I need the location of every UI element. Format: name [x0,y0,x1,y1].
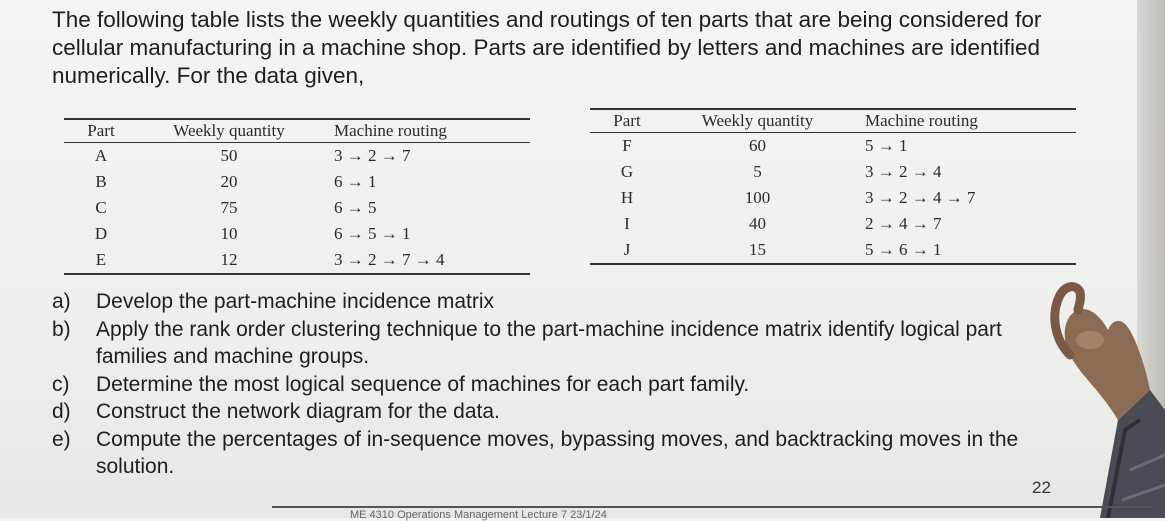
question-item [52,288,1052,316]
routing-cell: 2 → 4 → 7 [865,214,942,233]
routing-cell: 3 → 2 → 7 → 4 [334,250,445,269]
header-machine-routing: Machine routing [334,121,447,140]
part-cell: J [623,240,631,259]
routing-cell: 3 → 2 → 4 [865,162,942,181]
intro-paragraph: The following table lists the weekly quantities and routings of ten parts that are being considered for cellular manufacturing in a machine shop. Parts are identified by letters and machines are identified numerically. For the data given, [52,7,1042,88]
part-cell: B [95,172,107,191]
table-row [590,133,1076,160]
question-letter: a) [52,290,71,313]
part-cell: C [95,198,107,217]
question-item [52,371,1052,399]
quantity-cell: 20 [220,172,238,191]
part-cell: E [95,250,107,269]
question-text: Develop the part-machine incidence matrix [96,290,495,313]
question-item [52,316,1052,371]
table-row [64,221,530,247]
quantity-cell: 40 [749,214,766,233]
part-cell: I [624,214,630,233]
routing-cell: 6 → 5 [334,198,377,217]
page-number: 22 [1032,478,1051,497]
header-weekly-quantity: Weekly quantity [173,121,285,140]
table-row [590,237,1076,264]
question-letter: c) [52,372,70,396]
routing-cell: 6 → 1 [334,172,377,191]
quantity-cell: 50 [220,146,238,165]
quantity-cell: 12 [220,250,238,269]
table-row [64,247,530,274]
routing-cell: 5 → 1 [865,136,908,155]
header-machine-routing: Machine routing [865,111,978,130]
question-list [52,288,1052,481]
part-cell: H [620,188,634,207]
part-cell: D [94,224,108,243]
footer-divider [272,506,1152,508]
routing-cell: 3 → 2 → 4 → 7 [865,188,976,207]
part-cell: F [622,136,632,155]
quantity-cell: 100 [744,188,771,207]
header-weekly-quantity: Weekly quantity [701,111,814,130]
table-row [64,169,530,195]
table-row [590,159,1076,185]
header-part: Part [87,121,115,140]
table-row [64,195,530,221]
table-row [590,211,1076,237]
question-text: Apply the rank order clustering technique to the part-machine incidence matrix identify logical part families and machine groups. [96,317,1002,368]
question-text: Compute the percentages of in-sequence moves, bypassing moves, and backtracking moves in the solution. [96,427,1019,478]
quantity-cell: 75 [220,198,238,217]
question-letter: d) [52,400,71,423]
routing-cell: 5 → 6 → 1 [865,240,942,259]
table-row [64,143,530,170]
part-cell: G [620,162,634,181]
question-letter: b) [52,317,71,341]
table-header-row [590,109,1076,133]
table-header-row [64,119,530,143]
question-letter: e) [52,427,71,451]
question-text: Construct the network diagram for the data. [96,400,500,423]
routing-table-right [590,108,1076,265]
header-part: Part [613,111,641,130]
routing-cell: 6 → 5 → 1 [334,224,411,243]
question-item [52,426,1052,481]
quantity-cell: 10 [220,224,238,243]
routing-cell: 3 → 2 → 7 [334,146,411,165]
part-cell: A [94,146,108,165]
footer-text: ME 4310 Operations Management Lecture 7 23/1/24 [350,509,607,521]
quantity-cell: 15 [749,240,766,259]
table-row [590,185,1076,211]
quantity-cell: 5 [753,162,762,181]
question-item [52,398,1052,426]
quantity-cell: 60 [749,136,766,155]
question-text: Determine the most logical sequence of machines for each part family. [96,372,750,396]
routing-table-left [64,118,530,275]
